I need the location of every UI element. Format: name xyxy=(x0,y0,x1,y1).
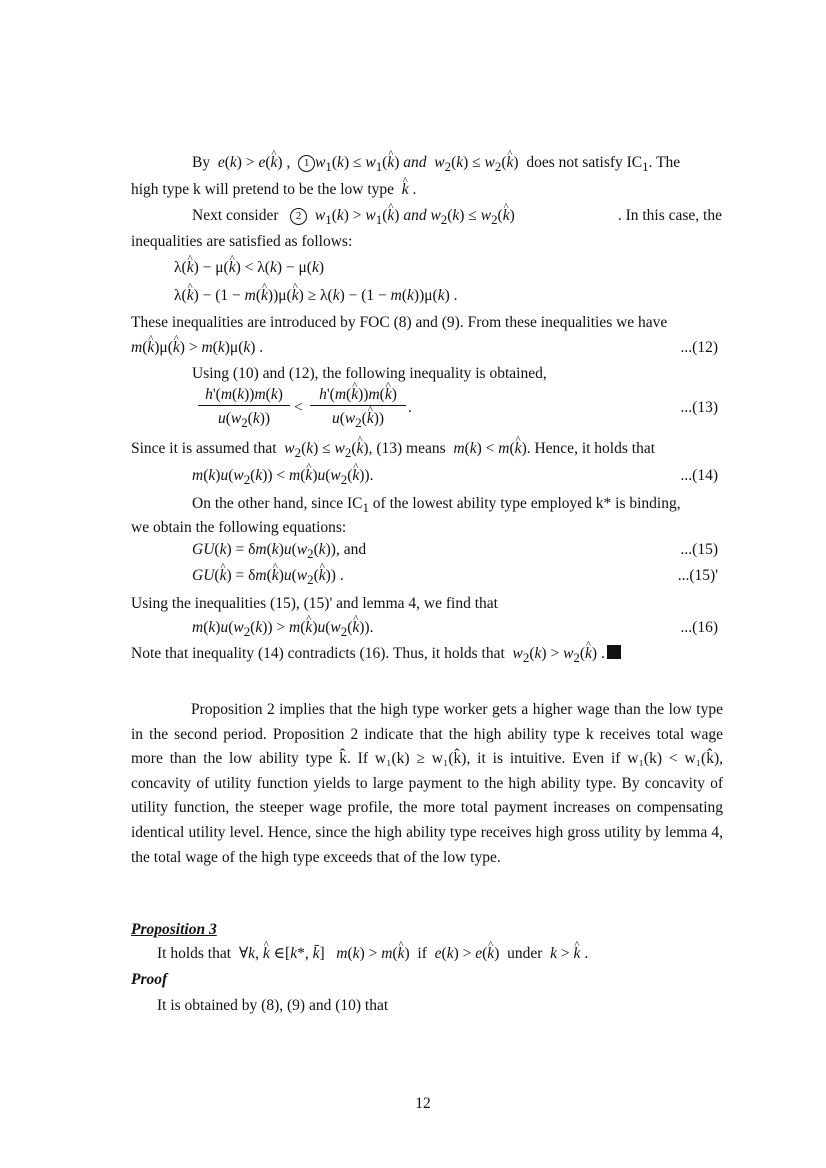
proposition-statement: It holds that ∀k, ^ k ∈[k*, k̄] m(k) > m(^ k) if e(k) > e(^ k) under k > ^ k . xyxy=(157,944,588,964)
text-fragment: high type k will pretend to be the low type xyxy=(131,181,395,198)
text-line xyxy=(192,364,547,384)
text-fragment: , (13) means xyxy=(368,440,446,457)
proof-title: Proof xyxy=(131,971,168,988)
math-inline: e xyxy=(217,154,225,171)
text-fragment: It holds that xyxy=(157,945,232,962)
text-line: Note that inequality (14) contradicts (16). Thus, it holds that $w_2(k)$ > $w_2(\^{}$ k) . xyxy=(131,644,621,668)
text-fragment: It is obtained by (8), (9) and (10) that xyxy=(157,997,389,1014)
text-fragment: Using the inequalities (15), (15)' and lemma 4, we find that xyxy=(131,595,498,612)
circled-two-icon: 2 xyxy=(290,208,307,225)
text-line: Next consider 2 $w_1(k)$ > $w_1(\^{}$ k) and $w_2(k)$ ≤ $w_2(\^{}$ k) . In this case, the xyxy=(192,206,722,230)
text-line: By e(k) > e(^ k) , 1 $w_1(k)$ ≤ $w_1(\^{}$ k) and $w_2(k)$ ≤ $w_2(\^{}$ k) does not satisfy $IC_1$. The xyxy=(192,153,680,177)
text-fragment: . In this case, the xyxy=(617,207,722,224)
text-line xyxy=(157,996,388,1016)
text-fragment: These inequalities are introduced by FOC (8) and (9). From these inequalities we have xyxy=(131,314,668,331)
text-fragment: By xyxy=(192,154,211,171)
text-fragment: inequalities are satisfied as follows: xyxy=(131,233,353,250)
math-display: m(^ k)μ(^ k) > m(k)μ(k) . xyxy=(131,338,263,358)
text-fragment: of the lowest ability type employed k* is binding, xyxy=(372,495,681,512)
page-number: 12 xyxy=(415,1095,431,1112)
fraction-numerator: h'(m(^ k))m(^ k) xyxy=(310,386,406,404)
text-fragment: Using (10) and (12), the following inequality is obtained, xyxy=(192,365,547,382)
text-line xyxy=(131,518,346,538)
text-line xyxy=(131,232,352,252)
math-display: λ(^ k) − (1 − m(^ k))μ(^ k) ≥ λ(k) − (1 − m(k))μ(k) . xyxy=(174,286,458,306)
text-fragment: Since it is assumed that xyxy=(131,440,277,457)
text-fragment: . Hence, it holds that xyxy=(526,440,656,457)
paragraph-text: Proposition 2 implies that the high type worker gets a higher wage than the low type in the second period. Proposition 2 indicate that the high ability type k receives total wage more than the low ability type k̂. If w₁(k) ≥ w₁(k̂), it is intuitive. Even if w₁(k) < w₁(k̂), concavity of utility function yields to large payment to the high ability type. By concavity of utility function, the steeper wage profile, the more total payment increases on compensating identical utility level. Hence, since the high ability type receives high gross utility by lemma 4, the total wage of the high type exceeds that of the low type. xyxy=(131,701,723,866)
text-line: high type k will pretend to be the low type ^ k . xyxy=(131,180,416,200)
text-fragment: if xyxy=(417,945,427,962)
math-display: λ(^ k) − μ(^ k) < λ(k) − μ(k) xyxy=(174,258,324,278)
body-paragraph xyxy=(131,698,723,870)
text-fragment: Note that inequality (14) contradicts (16). Thus, it holds that xyxy=(131,645,505,662)
text-line xyxy=(131,313,667,333)
text-fragment: under xyxy=(507,945,543,962)
qed-square-icon xyxy=(607,645,621,659)
math-display: $m(k)u(w_2(k))$ < m(^ $k)u(w_2(\^{}$ k)). xyxy=(192,466,373,490)
text-line xyxy=(131,594,498,614)
fraction-denominator: $u(w_2(k))$ xyxy=(217,410,271,431)
equation-number: ...(14) xyxy=(680,467,718,484)
text-fragment: On the other hand, since IC xyxy=(192,495,363,512)
circled-one-icon: 1 xyxy=(298,155,315,172)
text-fragment: , and xyxy=(335,541,367,558)
math-operator: . xyxy=(408,399,412,416)
math-display: $m(k)u(w_2(k))$ > m(^ $k)u(w_2(\^{}$ k)). xyxy=(192,618,373,642)
text-fragment: we obtain the following equations: xyxy=(131,519,347,536)
math-display: $GU(k) = \delta m(k)u(w_2(k))$, and xyxy=(192,541,367,562)
fraction-denominator: $u(w_2(\^{}$ k)) xyxy=(310,410,406,432)
equation-number: ...(15)' xyxy=(677,567,718,584)
subscript: 1 xyxy=(642,159,649,175)
equation-number: ...(13) xyxy=(680,399,718,416)
equation-number: ...(12) xyxy=(680,339,718,356)
fraction-numerator: h'(m(k))m(k) xyxy=(205,386,283,403)
text-fragment: does not satisfy IC xyxy=(526,154,643,171)
section-title: Proposition 3 xyxy=(131,921,217,938)
fraction-bar xyxy=(310,405,406,406)
fraction-bar xyxy=(198,405,290,406)
math-operator: < xyxy=(294,399,303,416)
text-line: Since it is assumed that $w_2(k)$ ≤ $w_2(\^{}$ k), (13) means m(k) < m(^ k). Hence, it holds that xyxy=(131,439,655,463)
text-fragment: Next consider xyxy=(192,207,279,224)
equation-number: ...(16) xyxy=(680,619,718,636)
equation-number: ...(15) xyxy=(680,541,718,558)
text-line: On the other hand, since $IC_1$ of the lowest ability type employed k* is binding, xyxy=(192,495,681,516)
text-fragment: . The xyxy=(648,154,681,171)
math-display: GU(^ k) = δm(^ $k)u(w_2(\^{}$ k)) . xyxy=(192,566,344,590)
